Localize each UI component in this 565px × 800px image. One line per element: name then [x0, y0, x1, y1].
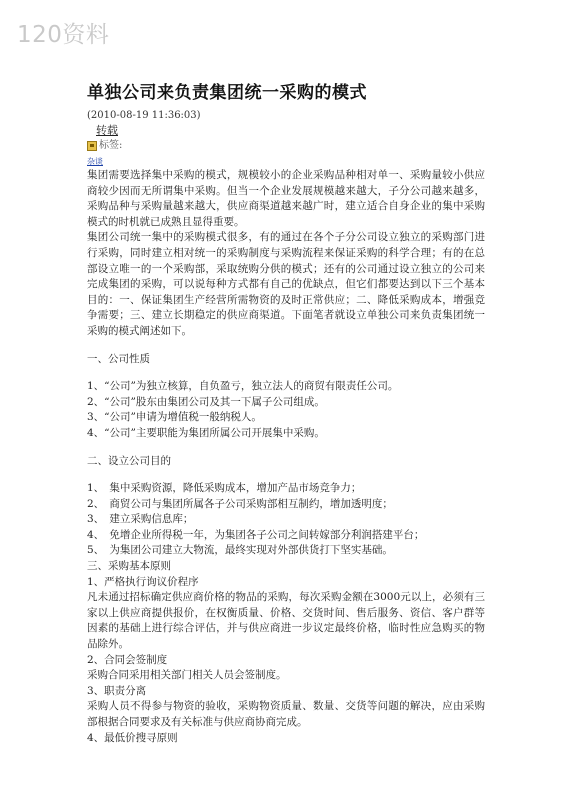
article-title: 单独公司来负责集团统一采购的模式	[87, 83, 367, 103]
intro-paragraph: 集团公司统一集中的采购模式很多，有的通过在各个子分公司设立独立的采购部门进行采购，同时建立相对统一的采购制度与采购流程来保证采购的科学合理；有的在总部设立唯一的一个采购部，采取统购分供的模式；还有的公司通过设立独立的公司来完成集团的采购，可以说每种方式都有自己的优缺点，但它们都要达到以下三个基本目的：一、保证集团生产经营所需物资的及时正常供应；二、降低采购成本，增强竞争需要；三、建立长期稳定的供应商渠道。下面笔者就设立单独公司来负责集团统一采购的模式阐述如下。	[87, 231, 485, 337]
article	[87, 78, 485, 746]
paragraph: 采购合同采用相关部门相关人员会签制度。	[87, 669, 287, 682]
list-item: 2、“公司”股东由集团公司及其一下属子公司组成。	[87, 395, 325, 408]
list-item: 5、 为集团公司建立大物流，最终实现对外部供货打下坚实基础。	[87, 544, 393, 557]
section-heading: 三、采购基本原则	[87, 560, 171, 573]
subsection-title: 2、合同会签制度	[87, 653, 168, 666]
list-item: 3、“公司”申请为增值税一般纳税人。	[87, 411, 262, 424]
paragraph: 凡未通过招标确定供应商价格的物品的采购，每次采购金额在3000元以上，必须有三家以上供应商提供报价，在权衡质量、价格、交货时间、售后服务、资信、客户群等因素的基础上进行综合评估，并与供应商进一步议定最终价格，临时性应急购买的物品除外。	[87, 591, 485, 651]
timestamp: (2010-08-19 11:36:03)	[87, 110, 201, 121]
section-heading: 一、公司性质	[87, 352, 150, 365]
list-item: 4、 免增企业所得税一年，为集团各子公司之间转嫁部分利润搭建平台；	[87, 528, 425, 541]
section-heading: 二、设立公司目的	[87, 454, 171, 467]
list-item: 4、“公司”主要职能为集团所属公司开展集中采购。	[87, 426, 325, 439]
subsection-title: 3、职责分离	[87, 684, 147, 697]
list-item: 3、 建立采购信息库；	[87, 513, 194, 526]
tag-label: 标签:	[99, 140, 123, 151]
subsection-title: 1、严格执行询议价程序	[87, 575, 199, 588]
watermark: 120资料	[17, 22, 110, 48]
article-body	[87, 168, 485, 746]
paragraph: 采购人员不得参与物资的验收，采购物资质量、数量、交货等问题的解决，应由采购部根据合同要求及有关标准与供应商协商完成。	[87, 700, 485, 728]
list-item: 1、 集中采购资源，降低采购成本，增加产品市场竞争力；	[87, 482, 362, 495]
repost-label: 转载	[96, 124, 118, 137]
intro-paragraph: 集团需要选择集中采购的模式，规模较小的企业采购品种相对单一、采购量较小供应商较少因而无所谓集中采购。但当一个企业发展规模越来越大，子分公司越来越多，采购品种与采购量越来越大，供应商渠道越来越广时，建立适合自身企业的集中采购模式的时机就已成熟且显得重要。	[87, 169, 485, 228]
tag-icon	[87, 141, 97, 151]
category-link[interactable]: 杂谈	[87, 157, 103, 166]
repost-link[interactable]	[96, 123, 485, 138]
subsection-title: 4、最低价搜寻原则	[87, 731, 178, 744]
list-item: 2、 商贸公司与集团所属各子公司采购部相互制约，增加透明度；	[87, 497, 393, 510]
list-item: 1、“公司”为独立核算，自负盈亏，独立法人的商贸有限责任公司。	[87, 380, 399, 393]
tags-row	[87, 138, 485, 153]
